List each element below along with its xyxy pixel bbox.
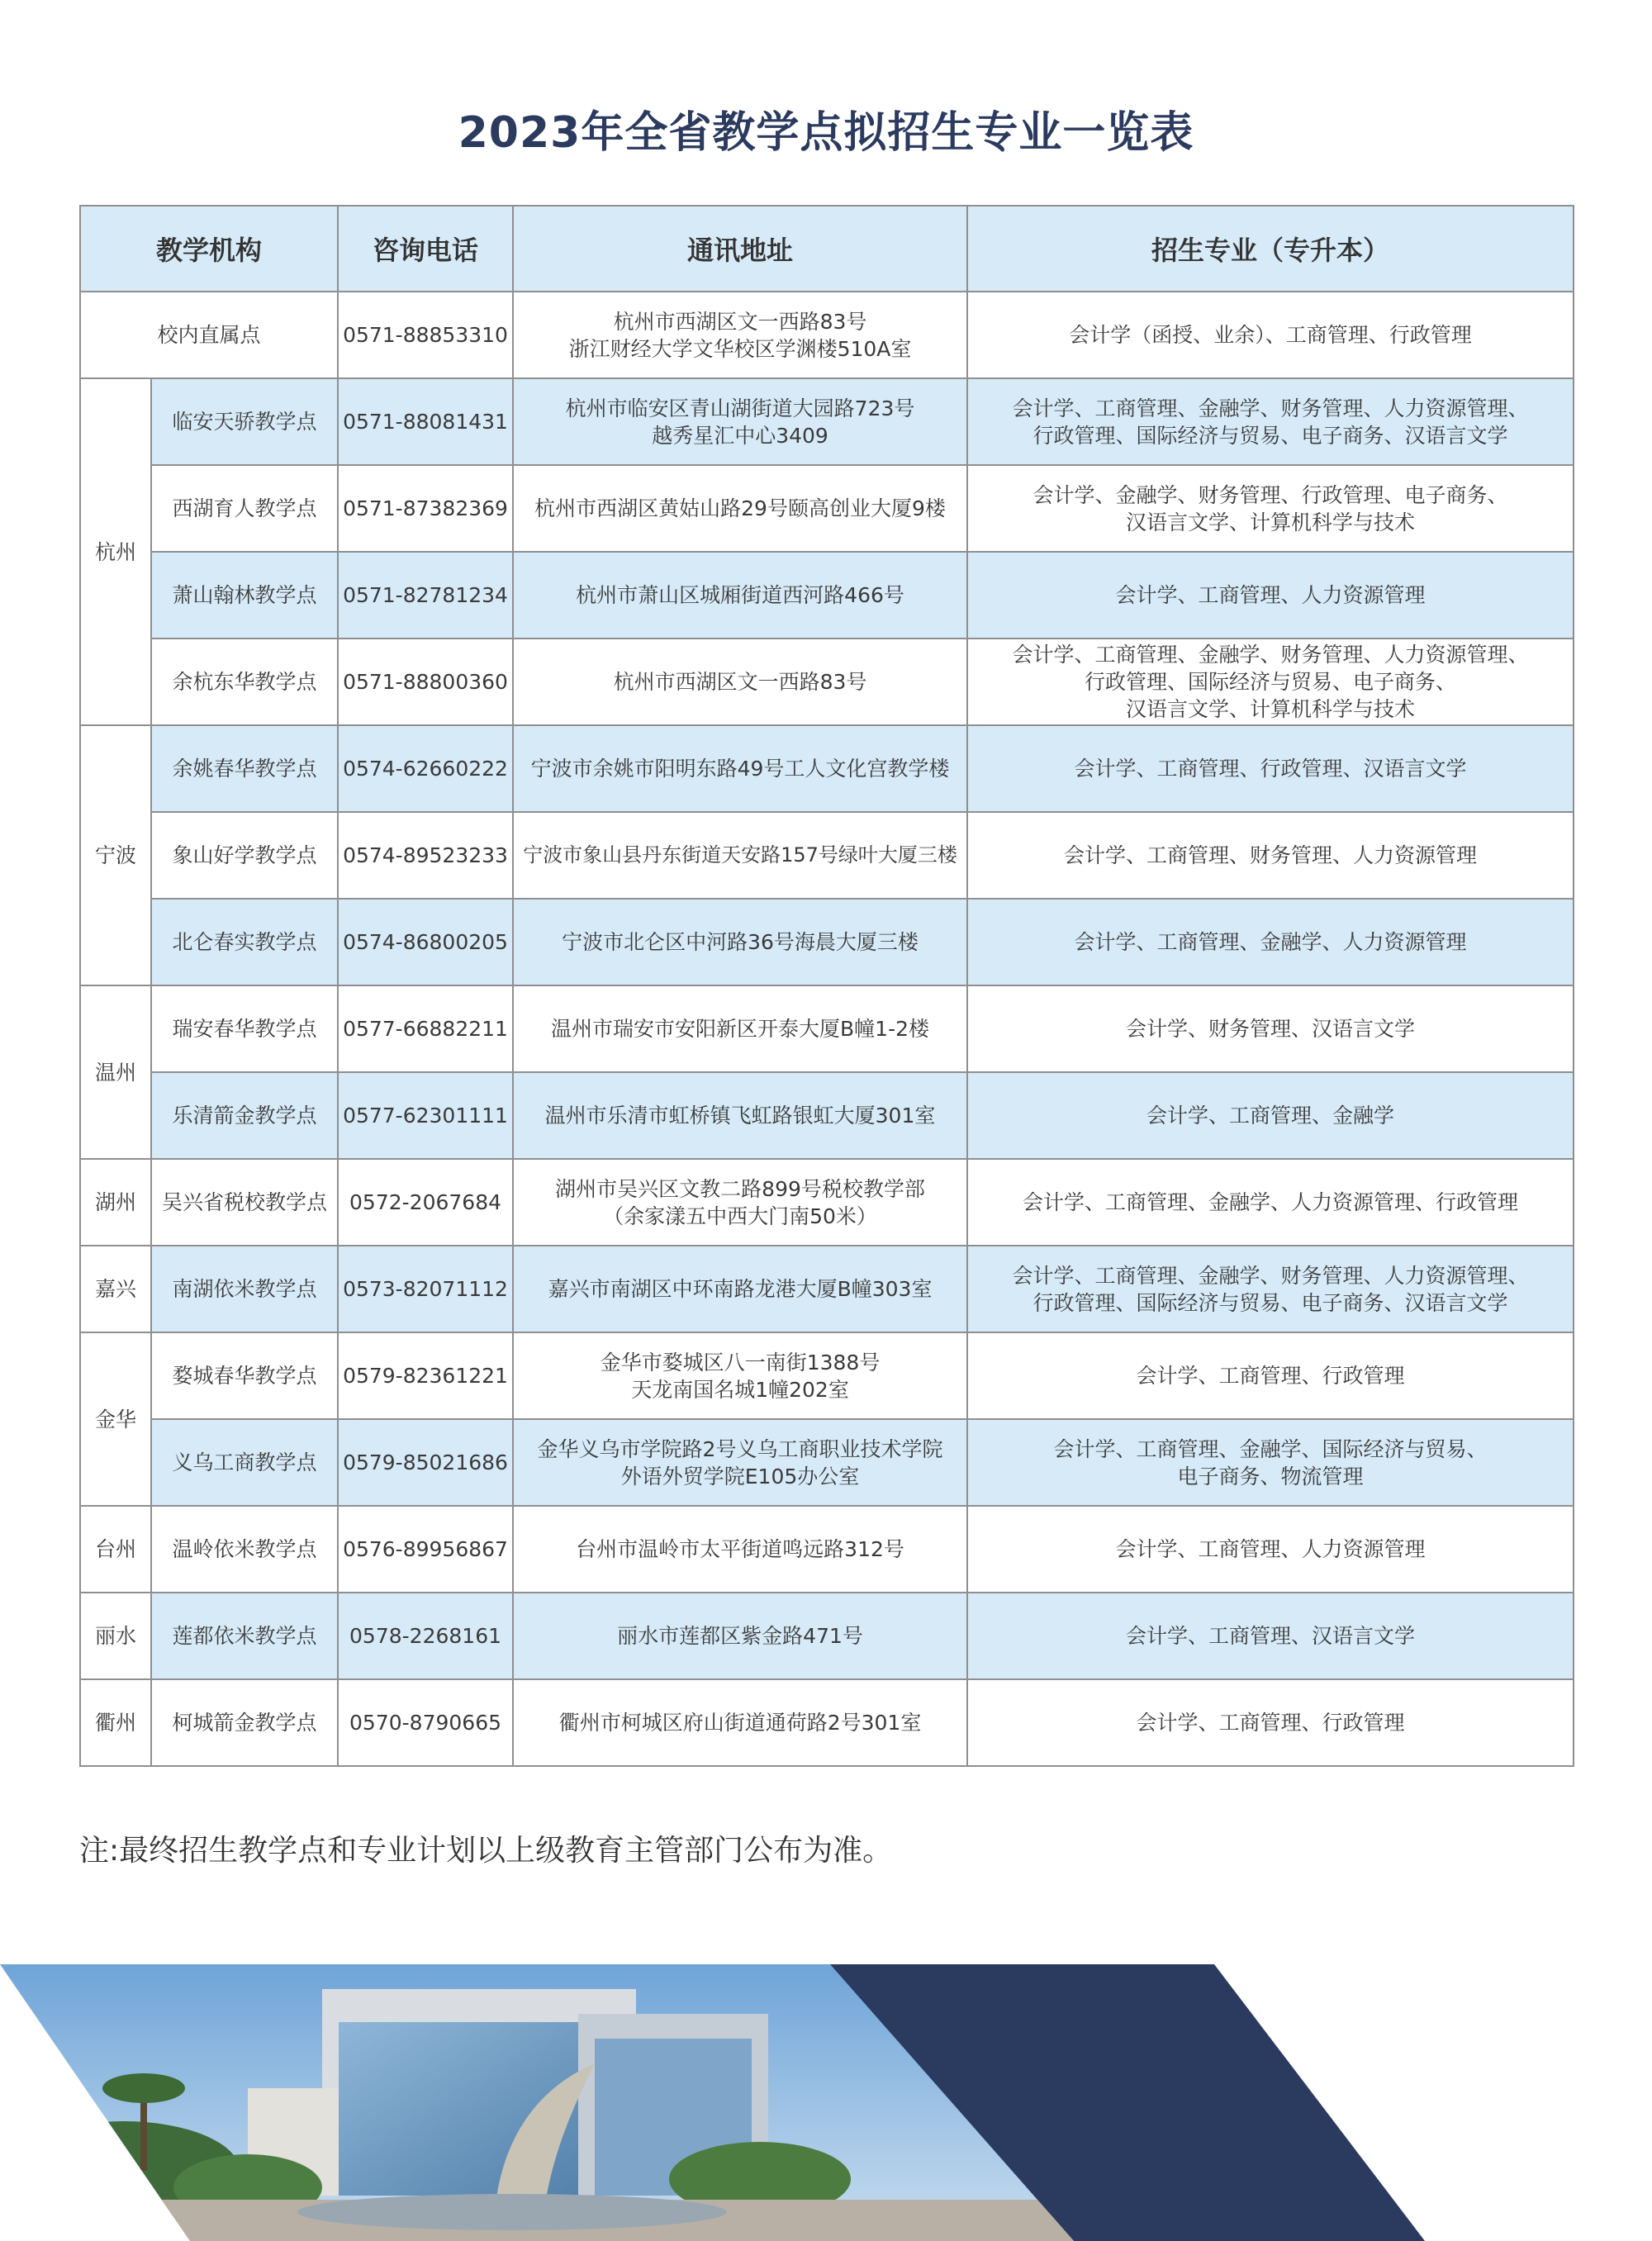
institution-name: 瑞安春华教学点 [151, 985, 338, 1072]
table-row [80, 292, 1574, 378]
majors-cell: 会计学、工商管理、人力资源管理 [967, 1506, 1574, 1593]
majors-cell: 会计学、工商管理、金融学、人力资源管理 [967, 899, 1574, 985]
majors-cell: 会计学（函授、业余）、工商管理、行政管理 [967, 292, 1574, 378]
city-cell: 温州 [80, 985, 151, 1159]
header-institution: 教学机构 [80, 206, 338, 292]
address-cell: 衢州市柯城区府山街道通荷路2号301室 [513, 1679, 967, 1766]
table-row [80, 639, 1574, 725]
majors-cell: 会计学、金融学、财务管理、行政管理、电子商务、 汉语言文学、计算机科学与技术 [967, 465, 1574, 552]
address-cell: 杭州市萧山区城厢街道西河路466号 [513, 552, 967, 639]
header-address: 通讯地址 [513, 206, 967, 292]
table-row [80, 1506, 1574, 1593]
institution-name: 北仑春实教学点 [151, 899, 338, 985]
institution-name: 乐清箭金教学点 [151, 1072, 338, 1159]
phone-cell: 0571-88800360 [338, 639, 513, 725]
address-cell: 杭州市西湖区文一西路83号 浙江财经大学文华校区学渊楼510A室 [513, 292, 967, 378]
table-row [80, 1159, 1574, 1246]
institution-name: 义乌工商教学点 [151, 1419, 338, 1506]
phone-cell: 0578-2268161 [338, 1593, 513, 1679]
address-cell: 台州市温岭市太平街道鸣远路312号 [513, 1506, 967, 1593]
table-row [80, 1246, 1574, 1332]
institution-name: 南湖依米教学点 [151, 1246, 338, 1332]
city-cell: 杭州 [80, 378, 151, 725]
address-cell: 宁波市余姚市阳明东路49号工人文化宫教学楼 [513, 725, 967, 812]
city-cell: 嘉兴 [80, 1246, 151, 1332]
table-row [80, 378, 1574, 465]
majors-cell: 会计学、工商管理、金融学、财务管理、人力资源管理、 行政管理、国际经济与贸易、电子商务、汉语言文学 [967, 1246, 1574, 1332]
table-row [80, 1419, 1574, 1506]
institution-name: 吴兴省税校教学点 [151, 1159, 338, 1246]
phone-cell: 0579-85021686 [338, 1419, 513, 1506]
phone-cell: 0571-88081431 [338, 378, 513, 465]
table-header-row [80, 206, 1574, 292]
table-row [80, 1593, 1574, 1679]
table-row [80, 725, 1574, 812]
phone-cell: 0574-89523233 [338, 812, 513, 899]
institution-name: 柯城箭金教学点 [151, 1679, 338, 1766]
institution-name: 西湖育人教学点 [151, 465, 338, 552]
majors-cell: 会计学、工商管理、人力资源管理 [967, 552, 1574, 639]
address-cell: 杭州市西湖区黄姑山路29号颐高创业大厦9楼 [513, 465, 967, 552]
page-title: 2023年全省教学点拟招生专业一览表 [458, 108, 1194, 158]
address-cell: 温州市瑞安市安阳新区开泰大厦B幢1-2楼 [513, 985, 967, 1072]
address-cell: 丽水市莲都区紫金路471号 [513, 1593, 967, 1679]
phone-cell: 0579-82361221 [338, 1332, 513, 1419]
institution-name: 余姚春华教学点 [151, 725, 338, 812]
majors-cell: 会计学、工商管理、行政管理 [967, 1679, 1574, 1766]
city-cell: 丽水 [80, 1593, 151, 1679]
header-phone: 咨询电话 [338, 206, 513, 292]
table-row [80, 985, 1574, 1072]
majors-cell: 会计学、工商管理、财务管理、人力资源管理 [967, 812, 1574, 899]
address-cell: 嘉兴市南湖区中环南路龙港大厦B幢303室 [513, 1246, 967, 1332]
address-cell: 宁波市北仑区中河路36号海晨大厦三楼 [513, 899, 967, 985]
phone-cell: 0574-62660222 [338, 725, 513, 812]
address-cell: 杭州市临安区青山湖街道大园路723号 越秀星汇中心3409 [513, 378, 967, 465]
majors-cell: 会计学、工商管理、行政管理 [967, 1332, 1574, 1419]
city-cell: 金华 [80, 1332, 151, 1506]
city-cell: 台州 [80, 1506, 151, 1593]
institution-name: 校内直属点 [80, 292, 338, 378]
address-cell: 湖州市吴兴区文教二路899号税校教学部 （余家漾五中西大门南50米） [513, 1159, 967, 1246]
phone-cell: 0571-88853310 [338, 292, 513, 378]
phone-cell: 0574-86800205 [338, 899, 513, 985]
footnote: 注:最终招生教学点和专业计划以上级教育主管部门公布为准。 [79, 1834, 893, 1868]
majors-cell: 会计学、工商管理、汉语言文学 [967, 1593, 1574, 1679]
institution-name: 婺城春华教学点 [151, 1332, 338, 1419]
table-row [80, 1679, 1574, 1766]
phone-cell: 0577-66882211 [338, 985, 513, 1072]
table-row [80, 465, 1574, 552]
table-row [80, 812, 1574, 899]
city-cell: 湖州 [80, 1159, 151, 1246]
phone-cell: 0577-62301111 [338, 1072, 513, 1159]
phone-cell: 0571-87382369 [338, 465, 513, 552]
institution-name: 莲都依米教学点 [151, 1593, 338, 1679]
institution-name: 萧山翰林教学点 [151, 552, 338, 639]
phone-cell: 0576-89956867 [338, 1506, 513, 1593]
table-row [80, 1072, 1574, 1159]
address-cell: 宁波市象山县丹东街道天安路157号绿叶大厦三楼 [513, 812, 967, 899]
table-row [80, 552, 1574, 639]
majors-cell: 会计学、工商管理、行政管理、汉语言文学 [967, 725, 1574, 812]
address-cell: 温州市乐清市虹桥镇飞虹路银虹大厦301室 [513, 1072, 967, 1159]
majors-cell: 会计学、工商管理、金融学、财务管理、人力资源管理、 行政管理、国际经济与贸易、电子商务、 汉语言文学、计算机科学与技术 [967, 639, 1574, 725]
institution-name: 象山好学教学点 [151, 812, 338, 899]
address-cell: 杭州市西湖区文一西路83号 [513, 639, 967, 725]
address-cell: 金华义乌市学院路2号义乌工商职业技术学院 外语外贸学院E105办公室 [513, 1419, 967, 1506]
majors-cell: 会计学、工商管理、金融学 [967, 1072, 1574, 1159]
majors-cell: 会计学、财务管理、汉语言文学 [967, 985, 1574, 1072]
phone-cell: 0571-82781234 [338, 552, 513, 639]
city-cell: 宁波 [80, 725, 151, 985]
address-cell: 金华市婺城区八一南街1388号 天龙南国名城1幢202室 [513, 1332, 967, 1419]
header-majors: 招生专业（专升本） [967, 206, 1574, 292]
table-row [80, 899, 1574, 985]
phone-cell: 0573-82071112 [338, 1246, 513, 1332]
phone-cell: 0572-2067684 [338, 1159, 513, 1246]
majors-cell: 会计学、工商管理、金融学、人力资源管理、行政管理 [967, 1159, 1574, 1246]
majors-table [79, 205, 1574, 1767]
institution-name: 临安天骄教学点 [151, 378, 338, 465]
table-row [80, 1332, 1574, 1419]
city-cell: 衢州 [80, 1679, 151, 1766]
institution-name: 温岭依米教学点 [151, 1506, 338, 1593]
institution-name: 余杭东华教学点 [151, 639, 338, 725]
campus-banner [0, 1964, 1652, 2241]
phone-cell: 0570-8790665 [338, 1679, 513, 1766]
majors-cell: 会计学、工商管理、金融学、财务管理、人力资源管理、 行政管理、国际经济与贸易、电子商务、汉语言文学 [967, 378, 1574, 465]
majors-cell: 会计学、工商管理、金融学、国际经济与贸易、 电子商务、物流管理 [967, 1419, 1574, 1506]
